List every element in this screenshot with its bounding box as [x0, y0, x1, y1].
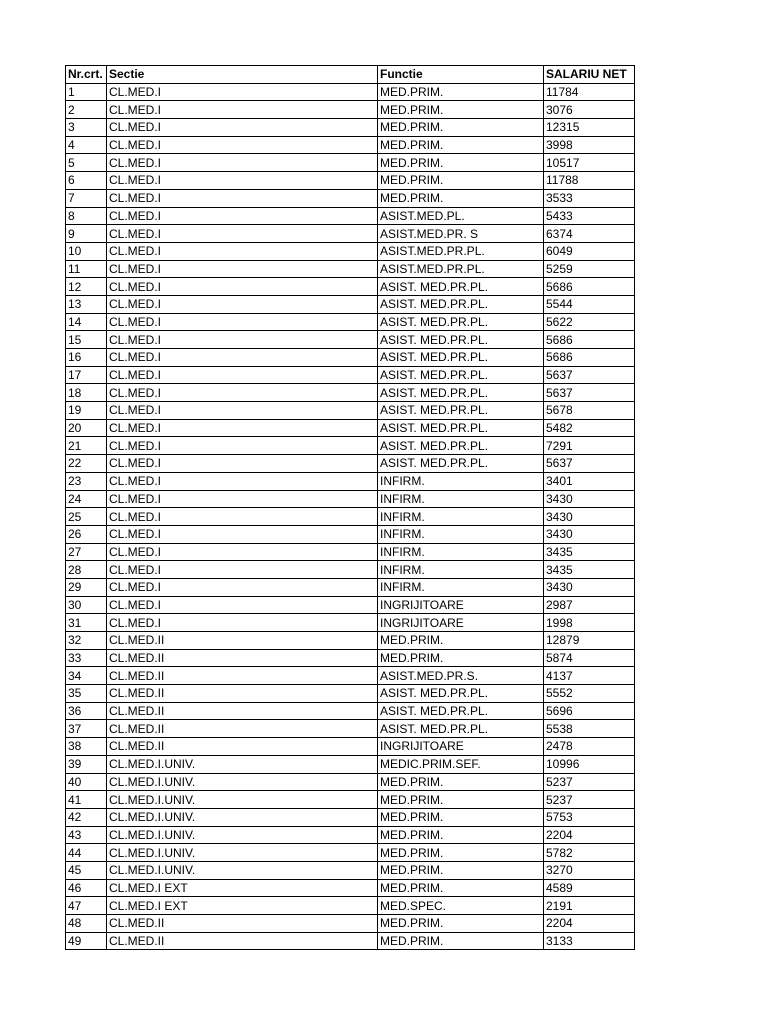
salariu-cell: 3435 [544, 561, 635, 579]
functie-cell: ASIST. MED.PR.PL. [378, 685, 544, 703]
functie-cell: MED.PRIM. [378, 808, 544, 826]
table-row [66, 685, 635, 703]
table-row [66, 402, 635, 420]
table-row [66, 755, 635, 773]
table-row [66, 101, 635, 119]
functie-cell: ASIST. MED.PR.PL. [378, 313, 544, 331]
table-row [66, 773, 635, 791]
table-row [66, 667, 635, 685]
functie-cell: MED.PRIM. [378, 791, 544, 809]
salariu-cell: 3430 [544, 578, 635, 596]
table-row [66, 543, 635, 561]
functie-cell: MED.SPEC. [378, 897, 544, 915]
sectie-cell: CL.MED.I [107, 543, 378, 561]
table-row [66, 278, 635, 296]
table-row [66, 525, 635, 543]
functie-cell: ASIST. MED.PR.PL. [378, 419, 544, 437]
salariu-cell: 12315 [544, 119, 635, 137]
row-number-cell: 29 [66, 578, 107, 596]
table-row [66, 83, 635, 101]
sectie-cell: CL.MED.I [107, 172, 378, 190]
row-number-cell: 38 [66, 738, 107, 756]
salariu-cell: 5433 [544, 207, 635, 225]
salariu-cell: 3998 [544, 136, 635, 154]
sectie-cell: CL.MED.I [107, 278, 378, 296]
sectie-cell: CL.MED.II [107, 932, 378, 950]
row-number-cell: 23 [66, 472, 107, 490]
table-row [66, 225, 635, 243]
table-row [66, 207, 635, 225]
table-row [66, 419, 635, 437]
salariu-cell: 4589 [544, 879, 635, 897]
sectie-cell: CL.MED.I [107, 189, 378, 207]
salariu-cell: 5753 [544, 808, 635, 826]
row-number-cell: 35 [66, 685, 107, 703]
row-number-cell: 31 [66, 614, 107, 632]
sectie-cell: CL.MED.I [107, 402, 378, 420]
functie-cell: ASIST. MED.PR.PL. [378, 295, 544, 313]
salary-table [65, 65, 635, 950]
row-number-cell: 9 [66, 225, 107, 243]
row-number-cell: 12 [66, 278, 107, 296]
salariu-cell: 5686 [544, 278, 635, 296]
sectie-cell: CL.MED.I [107, 578, 378, 596]
functie-cell: MED.PRIM. [378, 879, 544, 897]
salariu-cell: 3430 [544, 490, 635, 508]
sectie-cell: CL.MED.I [107, 366, 378, 384]
table-row [66, 897, 635, 915]
row-number-cell: 37 [66, 720, 107, 738]
table-row [66, 189, 635, 207]
salariu-cell: 5686 [544, 349, 635, 367]
sectie-cell: CL.MED.II [107, 738, 378, 756]
row-number-cell: 7 [66, 189, 107, 207]
sectie-cell: CL.MED.I EXT [107, 879, 378, 897]
table-row [66, 455, 635, 473]
sectie-cell: CL.MED.I [107, 561, 378, 579]
table-row [66, 826, 635, 844]
table-body [66, 83, 635, 950]
table-row [66, 260, 635, 278]
row-number-cell: 15 [66, 331, 107, 349]
sectie-cell: CL.MED.I [107, 119, 378, 137]
salariu-cell: 3430 [544, 525, 635, 543]
sectie-cell: CL.MED.II [107, 667, 378, 685]
column-header-nr: Nr.crt. [66, 66, 107, 84]
row-number-cell: 1 [66, 83, 107, 101]
table-row [66, 331, 635, 349]
functie-cell: MED.PRIM. [378, 649, 544, 667]
salariu-cell: 5259 [544, 260, 635, 278]
salariu-cell: 5874 [544, 649, 635, 667]
sectie-cell: CL.MED.I [107, 154, 378, 172]
sectie-cell: CL.MED.I [107, 207, 378, 225]
table-row [66, 561, 635, 579]
table-row [66, 632, 635, 650]
sectie-cell: CL.MED.I [107, 101, 378, 119]
table-row [66, 472, 635, 490]
table-row [66, 614, 635, 632]
table-row [66, 879, 635, 897]
table-row [66, 702, 635, 720]
functie-cell: ASIST. MED.PR.PL. [378, 278, 544, 296]
sectie-cell: CL.MED.I.UNIV. [107, 844, 378, 862]
salariu-cell: 10996 [544, 755, 635, 773]
salariu-cell: 3076 [544, 101, 635, 119]
sectie-cell: CL.MED.II [107, 720, 378, 738]
row-number-cell: 44 [66, 844, 107, 862]
table-row [66, 295, 635, 313]
salariu-cell: 11788 [544, 172, 635, 190]
salariu-cell: 2204 [544, 826, 635, 844]
sectie-cell: CL.MED.I [107, 419, 378, 437]
functie-cell: MED.PRIM. [378, 773, 544, 791]
salariu-cell: 5637 [544, 384, 635, 402]
table-row [66, 932, 635, 950]
functie-cell: MED.PRIM. [378, 136, 544, 154]
salariu-cell: 5686 [544, 331, 635, 349]
table-row [66, 915, 635, 933]
functie-cell: MED.PRIM. [378, 826, 544, 844]
row-number-cell: 27 [66, 543, 107, 561]
functie-cell: INFIRM. [378, 578, 544, 596]
row-number-cell: 18 [66, 384, 107, 402]
sectie-cell: CL.MED.I [107, 349, 378, 367]
table-row [66, 649, 635, 667]
functie-cell: ASIST. MED.PR.PL. [378, 366, 544, 384]
sectie-cell: CL.MED.I.UNIV. [107, 826, 378, 844]
sectie-cell: CL.MED.I.UNIV. [107, 808, 378, 826]
functie-cell: MED.PRIM. [378, 844, 544, 862]
row-number-cell: 30 [66, 596, 107, 614]
sectie-cell: CL.MED.I [107, 614, 378, 632]
functie-cell: ASIST. MED.PR.PL. [378, 384, 544, 402]
row-number-cell: 28 [66, 561, 107, 579]
salariu-cell: 3430 [544, 508, 635, 526]
sectie-cell: CL.MED.I [107, 242, 378, 260]
functie-cell: ASIST. MED.PR.PL. [378, 402, 544, 420]
functie-cell: ASIST. MED.PR.PL. [378, 331, 544, 349]
sectie-cell: CL.MED.I [107, 596, 378, 614]
row-number-cell: 8 [66, 207, 107, 225]
table-row [66, 861, 635, 879]
salariu-cell: 2191 [544, 897, 635, 915]
sectie-cell: CL.MED.I [107, 508, 378, 526]
row-number-cell: 40 [66, 773, 107, 791]
functie-cell: ASIST. MED.PR.PL. [378, 720, 544, 738]
row-number-cell: 6 [66, 172, 107, 190]
table-row [66, 437, 635, 455]
salariu-cell: 3401 [544, 472, 635, 490]
row-number-cell: 5 [66, 154, 107, 172]
sectie-cell: CL.MED.I.UNIV. [107, 791, 378, 809]
sectie-cell: CL.MED.II [107, 632, 378, 650]
functie-cell: MED.PRIM. [378, 932, 544, 950]
functie-cell: ASIST.MED.PR. S [378, 225, 544, 243]
table-row [66, 720, 635, 738]
salariu-cell: 5482 [544, 419, 635, 437]
row-number-cell: 19 [66, 402, 107, 420]
row-number-cell: 26 [66, 525, 107, 543]
sectie-cell: CL.MED.II [107, 702, 378, 720]
table-row [66, 172, 635, 190]
table-row [66, 366, 635, 384]
sectie-cell: CL.MED.I [107, 525, 378, 543]
row-number-cell: 48 [66, 915, 107, 933]
functie-cell: ASIST.MED.PR.S. [378, 667, 544, 685]
functie-cell: INFIRM. [378, 543, 544, 561]
row-number-cell: 20 [66, 419, 107, 437]
row-number-cell: 25 [66, 508, 107, 526]
header-row [66, 66, 635, 84]
salariu-cell: 2204 [544, 915, 635, 933]
sectie-cell: CL.MED.I [107, 472, 378, 490]
functie-cell: ASIST.MED.PL. [378, 207, 544, 225]
row-number-cell: 32 [66, 632, 107, 650]
sectie-cell: CL.MED.I [107, 260, 378, 278]
functie-cell: INGRIJITOARE [378, 596, 544, 614]
column-header-functie: Functie [378, 66, 544, 84]
row-number-cell: 13 [66, 295, 107, 313]
table-row [66, 738, 635, 756]
sectie-cell: CL.MED.II [107, 685, 378, 703]
row-number-cell: 24 [66, 490, 107, 508]
functie-cell: MED.PRIM. [378, 172, 544, 190]
row-number-cell: 41 [66, 791, 107, 809]
functie-cell: MED.PRIM. [378, 101, 544, 119]
row-number-cell: 14 [66, 313, 107, 331]
salariu-cell: 2987 [544, 596, 635, 614]
salariu-cell: 1998 [544, 614, 635, 632]
table-row [66, 119, 635, 137]
functie-cell: INFIRM. [378, 490, 544, 508]
table-row [66, 490, 635, 508]
salariu-cell: 5552 [544, 685, 635, 703]
row-number-cell: 11 [66, 260, 107, 278]
salariu-cell: 5782 [544, 844, 635, 862]
functie-cell: ASIST. MED.PR.PL. [378, 455, 544, 473]
sectie-cell: CL.MED.I.UNIV. [107, 773, 378, 791]
functie-cell: ASIST.MED.PR.PL. [378, 260, 544, 278]
row-number-cell: 46 [66, 879, 107, 897]
table-row [66, 154, 635, 172]
functie-cell: INGRIJITOARE [378, 614, 544, 632]
row-number-cell: 45 [66, 861, 107, 879]
table-row [66, 136, 635, 154]
functie-cell: ASIST. MED.PR.PL. [378, 349, 544, 367]
sectie-cell: CL.MED.I [107, 295, 378, 313]
functie-cell: MED.PRIM. [378, 189, 544, 207]
salariu-cell: 3435 [544, 543, 635, 561]
functie-cell: INGRIJITOARE [378, 738, 544, 756]
row-number-cell: 39 [66, 755, 107, 773]
functie-cell: INFIRM. [378, 508, 544, 526]
sectie-cell: CL.MED.I [107, 437, 378, 455]
sectie-cell: CL.MED.I [107, 136, 378, 154]
table-row [66, 313, 635, 331]
row-number-cell: 43 [66, 826, 107, 844]
row-number-cell: 4 [66, 136, 107, 154]
sectie-cell: CL.MED.I.UNIV. [107, 755, 378, 773]
sectie-cell: CL.MED.I [107, 331, 378, 349]
salariu-cell: 5237 [544, 773, 635, 791]
salariu-cell: 7291 [544, 437, 635, 455]
salariu-cell: 4137 [544, 667, 635, 685]
row-number-cell: 36 [66, 702, 107, 720]
row-number-cell: 16 [66, 349, 107, 367]
functie-cell: MED.PRIM. [378, 83, 544, 101]
functie-cell: MED.PRIM. [378, 915, 544, 933]
salariu-cell: 5678 [544, 402, 635, 420]
functie-cell: MED.PRIM. [378, 861, 544, 879]
functie-cell: ASIST.MED.PR.PL. [378, 242, 544, 260]
column-header-sectie: Sectie [107, 66, 378, 84]
row-number-cell: 42 [66, 808, 107, 826]
salariu-cell: 3133 [544, 932, 635, 950]
salariu-cell: 6049 [544, 242, 635, 260]
sectie-cell: CL.MED.I [107, 83, 378, 101]
sectie-cell: CL.MED.I EXT [107, 897, 378, 915]
functie-cell: INFIRM. [378, 525, 544, 543]
row-number-cell: 47 [66, 897, 107, 915]
sectie-cell: CL.MED.II [107, 649, 378, 667]
salariu-cell: 5637 [544, 455, 635, 473]
salariu-cell: 2478 [544, 738, 635, 756]
salariu-cell: 5538 [544, 720, 635, 738]
salariu-cell: 11784 [544, 83, 635, 101]
sectie-cell: CL.MED.I [107, 384, 378, 402]
salariu-cell: 5622 [544, 313, 635, 331]
salariu-cell: 10517 [544, 154, 635, 172]
salariu-cell: 5544 [544, 295, 635, 313]
salariu-cell: 3533 [544, 189, 635, 207]
sectie-cell: CL.MED.I [107, 313, 378, 331]
functie-cell: ASIST. MED.PR.PL. [378, 702, 544, 720]
salariu-cell: 5696 [544, 702, 635, 720]
row-number-cell: 10 [66, 242, 107, 260]
functie-cell: MED.PRIM. [378, 154, 544, 172]
table-row [66, 578, 635, 596]
table-row [66, 508, 635, 526]
sectie-cell: CL.MED.I [107, 490, 378, 508]
salariu-cell: 5237 [544, 791, 635, 809]
sectie-cell: CL.MED.II [107, 915, 378, 933]
row-number-cell: 22 [66, 455, 107, 473]
functie-cell: MED.PRIM. [378, 119, 544, 137]
functie-cell: MEDIC.PRIM.SEF. [378, 755, 544, 773]
row-number-cell: 49 [66, 932, 107, 950]
table-row [66, 596, 635, 614]
table-row [66, 384, 635, 402]
sectie-cell: CL.MED.I [107, 225, 378, 243]
table-row [66, 808, 635, 826]
functie-cell: INFIRM. [378, 472, 544, 490]
sectie-cell: CL.MED.I.UNIV. [107, 861, 378, 879]
table-row [66, 791, 635, 809]
table-row [66, 349, 635, 367]
row-number-cell: 33 [66, 649, 107, 667]
table-row [66, 844, 635, 862]
functie-cell: MED.PRIM. [378, 632, 544, 650]
row-number-cell: 21 [66, 437, 107, 455]
row-number-cell: 3 [66, 119, 107, 137]
row-number-cell: 2 [66, 101, 107, 119]
column-header-salariu: SALARIU NET [544, 66, 635, 84]
salariu-cell: 5637 [544, 366, 635, 384]
sectie-cell: CL.MED.I [107, 455, 378, 473]
row-number-cell: 34 [66, 667, 107, 685]
row-number-cell: 17 [66, 366, 107, 384]
functie-cell: INFIRM. [378, 561, 544, 579]
salariu-cell: 3270 [544, 861, 635, 879]
functie-cell: ASIST. MED.PR.PL. [378, 437, 544, 455]
table-row [66, 242, 635, 260]
salariu-cell: 12879 [544, 632, 635, 650]
salariu-cell: 6374 [544, 225, 635, 243]
